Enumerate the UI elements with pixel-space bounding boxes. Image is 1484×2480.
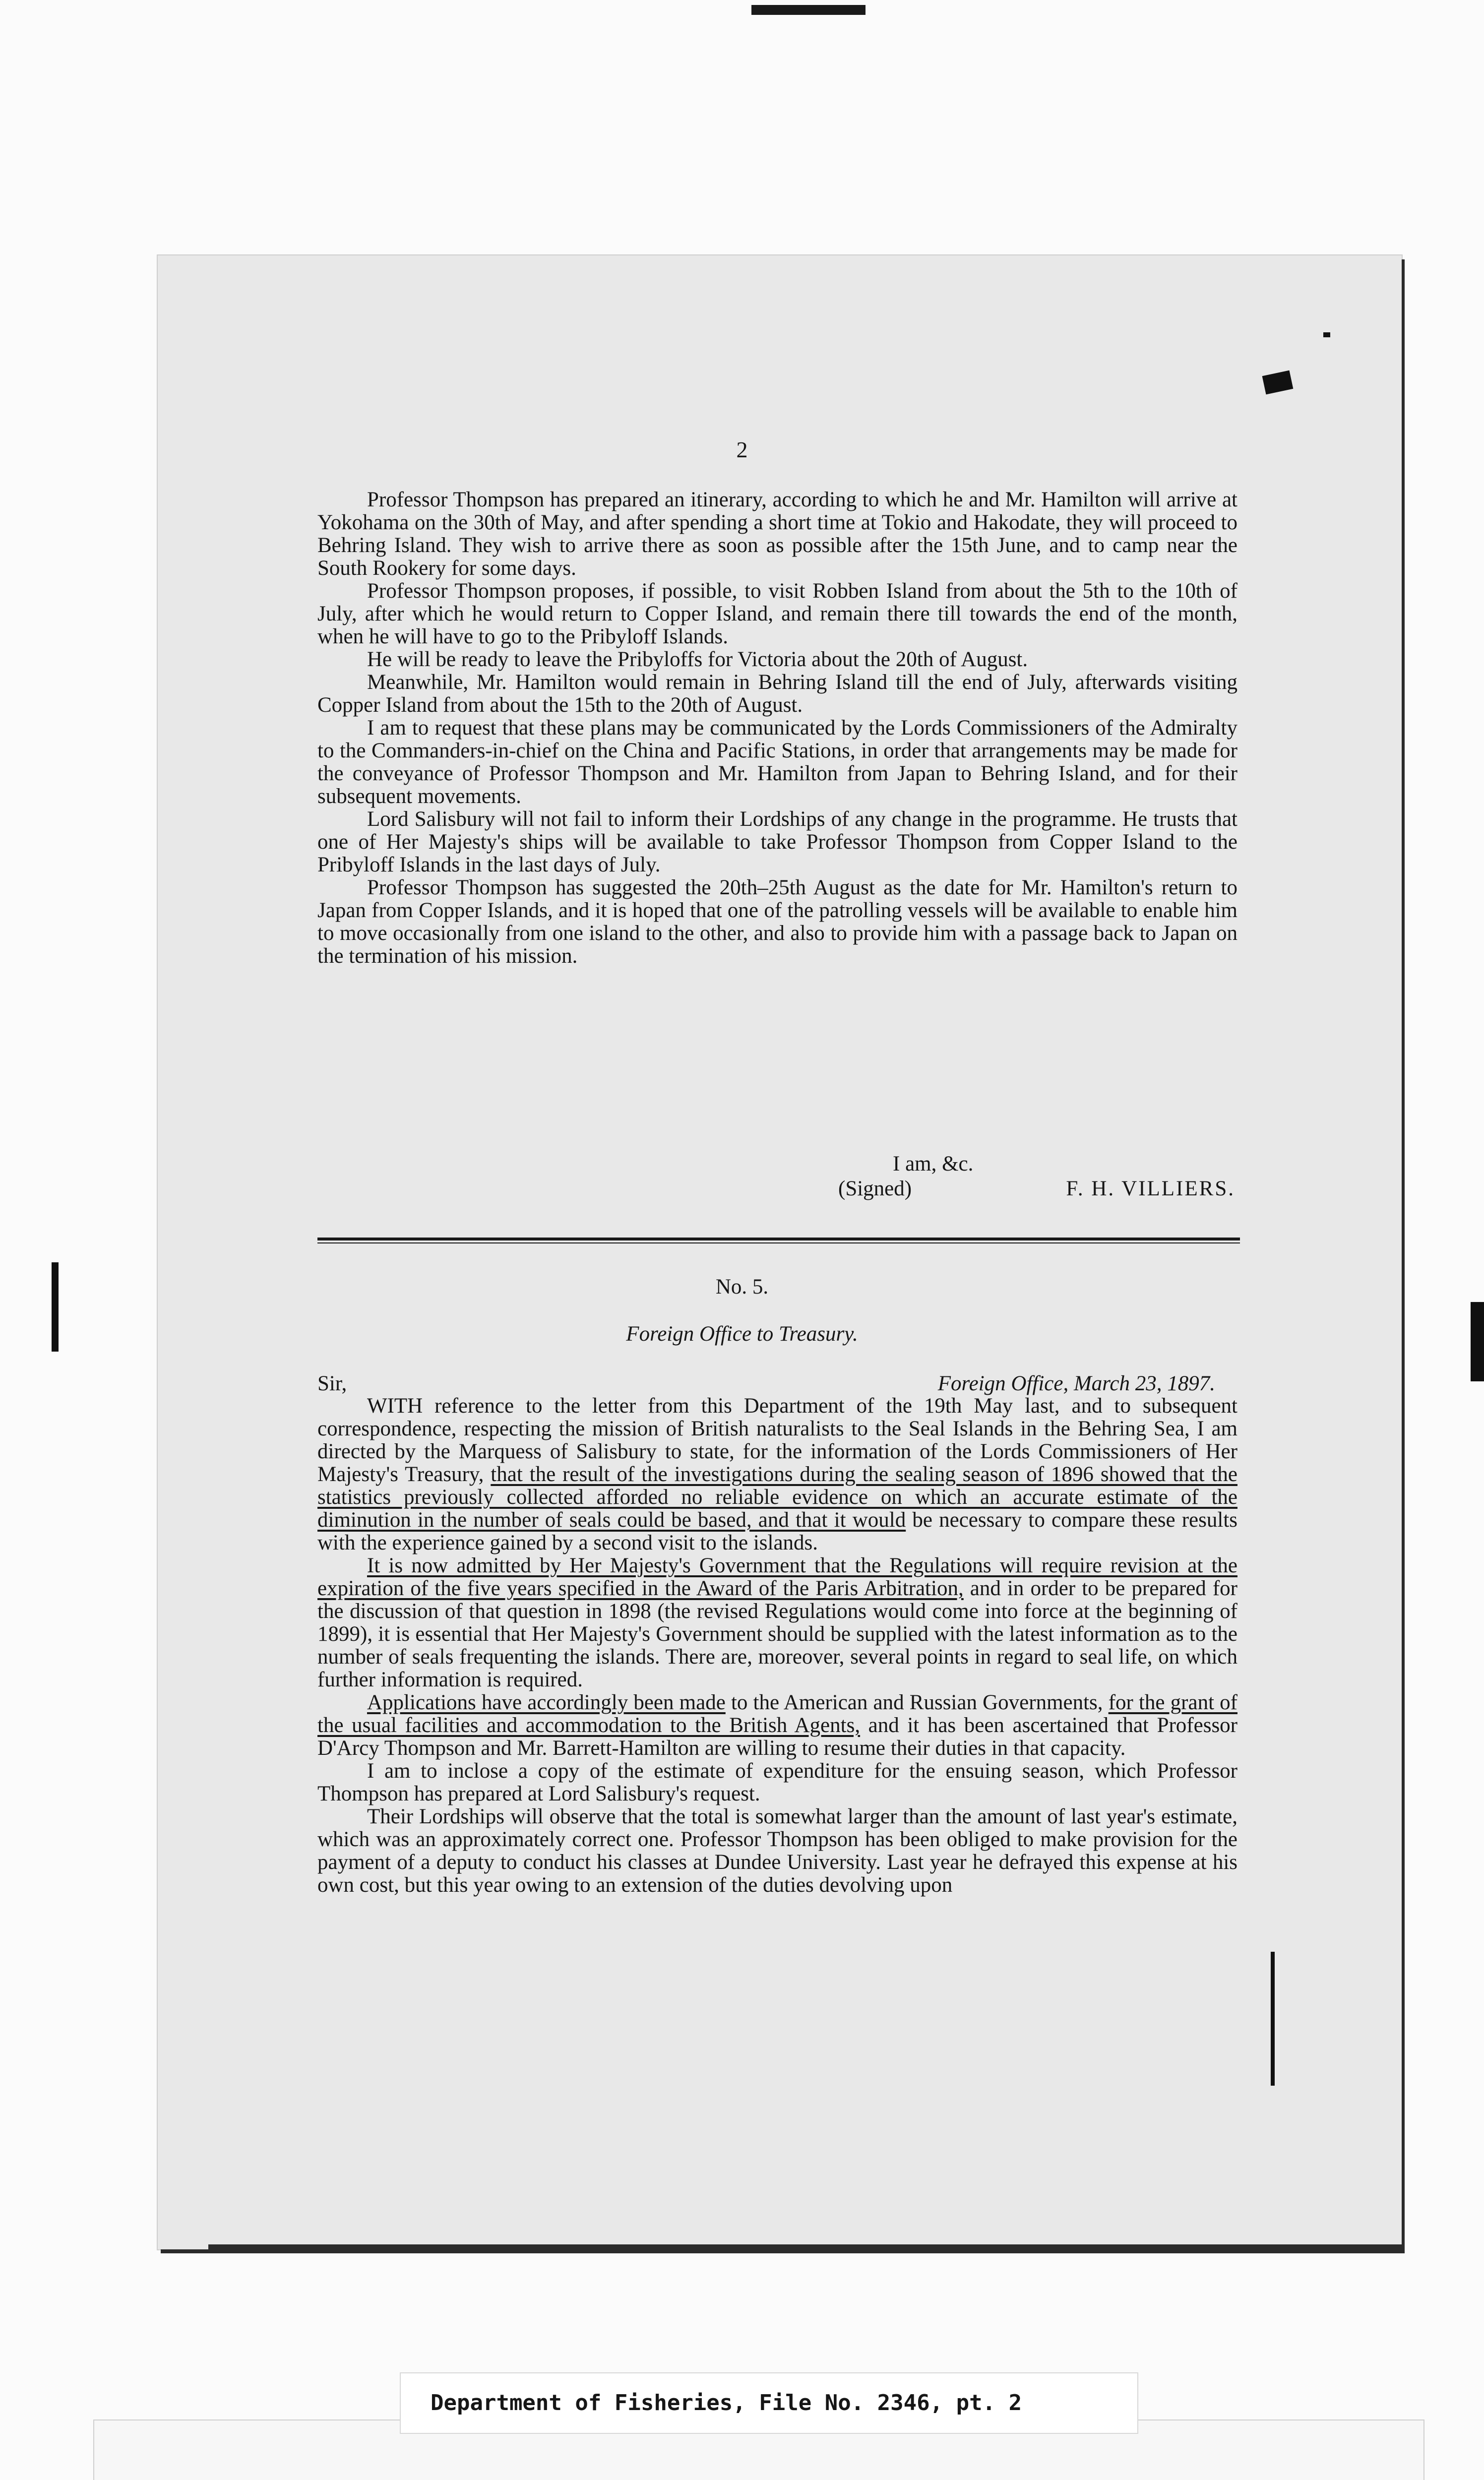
margin-bracket-right — [1271, 1952, 1275, 2086]
paragraph: He will be ready to leave the Pribyloffs for Victoria about the 20th of August. — [367, 648, 1028, 671]
letter-route: Foreign Office to Treasury. — [626, 1322, 858, 1346]
top-clip-mark — [751, 5, 866, 15]
paragraph — [317, 1554, 1237, 1691]
underlined-passage: that the result of the investigations during the sealing season of 1896 showed that the statistics previously collected afforded no reliable evidence on which an accurate estimate of the diminution in the number of seals could be based, and that it would — [317, 1463, 1237, 1532]
letter-1-closing — [838, 1152, 1235, 1201]
salutation: Sir, — [317, 1372, 347, 1395]
text-run: and in order to be prepared for the discussion of that question in 1898 (the revised Regulations would come into force at the beginning of 1899), it is essential that Her Majesty's Government should be supplied with the latest information as to the number of seals frequenting the islands. There are, moreover, several points in regard to seal life, on which further information is required. — [317, 1577, 1237, 1691]
signature-line — [838, 1177, 1235, 1201]
paragraph: Professor Thompson has prepared an itinerary, according to which he and Mr. Hamilton will arrive at Yokohama on the 30th of May, and after spending a short time at Tokio and Hakodate, they will proceed to Behring Island. They wish to arrive there as soon as possible after the 15th June, and to camp near the South Rookery for some days. — [317, 488, 1237, 580]
text-run: and it has been ascertained that Professor D'Arcy Thompson and Mr. Barrett-Hamilton are willing to resume their duties in that capacity. — [317, 1714, 1237, 1760]
salutation-line — [317, 1371, 1215, 1396]
letter-2-body — [317, 1395, 1237, 1897]
text-run: be necessary to compare these results with the experience gained by a second visit to the islands. — [317, 1508, 1237, 1554]
ink-speck — [1323, 332, 1330, 337]
page-number: 2 — [736, 437, 748, 462]
closing-phrase: I am, &c. — [893, 1152, 974, 1176]
signed-label: (Signed) — [838, 1177, 912, 1200]
letter-1-body — [317, 489, 1237, 968]
page-shadow-edge — [208, 2244, 1404, 2251]
paragraph — [317, 1395, 1237, 1554]
paragraph — [317, 1691, 1237, 1760]
section-divider-thin — [317, 1242, 1240, 1243]
text-run: to the American and Russian Governments, — [725, 1691, 1109, 1714]
dateline: Foreign Office, March 23, 1897. — [937, 1372, 1215, 1395]
paragraph: Lord Salisbury will not fail to inform their Lordships of any change in the programme. He trusts that one of Her Majesty's ships will be available to take Professor Thompson from Copper Island to the Pribyloff Islands in the last days of July. — [317, 807, 1237, 876]
letter-number: No. 5. — [715, 1275, 769, 1299]
paragraph: Meanwhile, Mr. Hamilton would remain in Behring Island till the end of July, afterwards visiting Copper Island from about the 15th to the 20th of August. — [317, 671, 1237, 717]
text-run: WITH reference to the letter from this Department of the 19th May last, and to subsequent correspondence, respecting the mission of British naturalists to the Seal Islands in the Behring Sea, I am directed by the Marquess of Salisbury to state, for the information of the Lords Commissioners of Her Majesty's Treasury, — [317, 1394, 1237, 1486]
file-reference-label: Department of Fisheries, File No. 2346, pt. 2 — [401, 2373, 1137, 2433]
paragraph: Professor Thompson has suggested the 20th–25th August as the date for Mr. Hamilton's return to Japan from Copper Islands, and it is hoped that one of the patrolling vessels will be available to enable him to move occasionally from one island to the other, and also to provide him with a passage back to Japan on the termination of his mission. — [317, 876, 1237, 968]
signatory: F. H. VILLIERS. — [1066, 1177, 1235, 1200]
paragraph: Professor Thompson proposes, if possible, to visit Robben Island from about the 5th to the 10th of July, after which he would return to Copper Island, and remain there till towards the end of the month, when he will have to go to the Pribyloff Islands. — [317, 579, 1237, 648]
underlined-passage: for the grant of the usual facilities and accommodation to the British Agents, — [317, 1691, 1237, 1737]
paragraph: Their Lordships will observe that the total is somewhat larger than the amount of last year's estimate, which was an approximately correct one. Professor Thompson has been obliged to make provision for the payment of a deputy to conduct his classes at Dundee University. Last year he defrayed this expense at his own cost, but this year owing to an extension of the duties devolving upon — [317, 1805, 1237, 1897]
section-divider — [317, 1238, 1240, 1240]
underlined-passage: Applications have accordingly been made — [367, 1691, 726, 1714]
paragraph: I am to inclose a copy of the estimate of expenditure for the ensuing season, which Professor Thompson has prepared at Lord Salisbury's request. — [317, 1759, 1237, 1805]
underlined-passage: It is now admitted by Her Majesty's Government that the Regulations will require revision at the expiration of the five years specified in the Award of the Paris Arbitration, — [317, 1554, 1237, 1600]
paragraph: I am to request that these plans may be communicated by the Lords Commissioners of the Admiralty to the Commanders-in-chief on the China and Pacific Stations, in order that arrangements may be made for the conveyance of Professor Thompson and Mr. Hamilton from Japan to Behring Island, and for their subsequent movements. — [317, 716, 1237, 808]
